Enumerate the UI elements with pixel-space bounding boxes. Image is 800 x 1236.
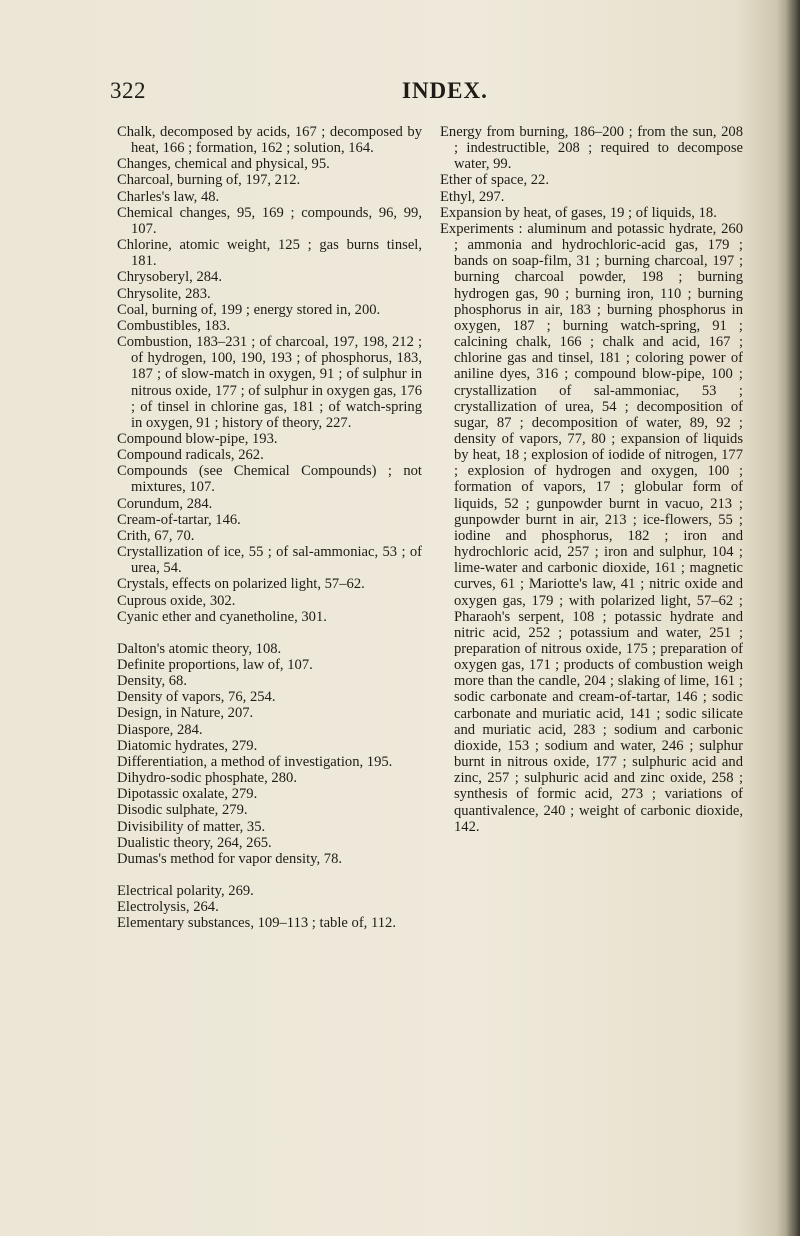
page-header bbox=[110, 78, 720, 108]
index-entry: Chrysoberyl, 284. bbox=[117, 269, 222, 286]
index-entry: Corundum, 284. bbox=[117, 495, 213, 512]
index-entry: Compound blow-pipe, 193. bbox=[117, 430, 278, 447]
index-entry: Electrolysis, 264. bbox=[117, 899, 219, 916]
index-entry: Density of vapors, 76, 254. bbox=[117, 689, 276, 706]
index-entry: Diatomic hydrates, 279. bbox=[117, 737, 258, 754]
index-entry: Design, in Nature, 207. bbox=[117, 705, 254, 722]
index-entry: Chrysolite, 283. bbox=[117, 285, 211, 302]
index-entry: Disodic sulphate, 279. bbox=[117, 802, 248, 819]
index-entry: Charcoal, burning of, 197, 212. bbox=[117, 172, 301, 189]
index-entry: Charles's law, 48. bbox=[117, 188, 220, 205]
running-title: INDEX. bbox=[402, 78, 488, 103]
index-entry: Ethyl, 297. bbox=[440, 188, 505, 205]
index-entry: Changes, chemical and physical, 95. bbox=[117, 156, 330, 173]
index-entry: Combustibles, 183. bbox=[117, 317, 231, 334]
index-entry: Density, 68. bbox=[117, 673, 187, 690]
index-entry: Differentiation, a method of investigation, 195. bbox=[117, 753, 393, 770]
index-entry: Energy from burning, 186–200 ; from the sun, 208 ; indestructible, 208 ; required to decompose water, 99. bbox=[440, 124, 743, 173]
index-entry: Dipotassic oxalate, 279. bbox=[117, 786, 258, 803]
section-gap bbox=[117, 867, 422, 883]
index-column-right bbox=[440, 124, 743, 835]
index-entry: Expansion by heat, of gases, 19 ; of liquids, 18. bbox=[440, 204, 717, 221]
index-entry: Chemical changes, 95, 169 ; compounds, 96, 99, 107. bbox=[117, 204, 422, 237]
index-entry: Elementary substances, 109–113 ; table of, 112. bbox=[117, 915, 396, 932]
index-column-left bbox=[117, 124, 422, 932]
index-entry: Divisibility of matter, 35. bbox=[117, 818, 266, 835]
index-entry: Chlorine, atomic weight, 125 ; gas burns tinsel, 181. bbox=[117, 237, 422, 270]
index-entry: Compounds (see Chemical Compounds) ; not mixtures, 107. bbox=[117, 463, 422, 496]
index-entry: Dihydro-sodic phosphate, 280. bbox=[117, 770, 297, 787]
index-entry: Compound radicals, 262. bbox=[117, 447, 264, 464]
index-entry: Crystals, effects on polarized light, 57–62. bbox=[117, 576, 365, 593]
index-entry: Dualistic theory, 264, 265. bbox=[117, 834, 272, 851]
section-gap bbox=[117, 625, 422, 641]
index-entry: Ether of space, 22. bbox=[440, 172, 550, 189]
index-entry: Cuprous oxide, 302. bbox=[117, 592, 236, 609]
index-entry: Coal, burning of, 199 ; energy stored in, 200. bbox=[117, 301, 381, 318]
index-entry: Experiments : aluminum and potassic hydrate, 260 ; ammonia and hydrochloric-acid gas, 179 ; bands on soap-film, 31 ; burning charcoal, 197 ; burning charcoal powder, 198 ; burning hydrogen gas, 90 ; burning iron, 110 ; burning phosphorus in air, 183 ; burning phosphorus in oxygen, 187 ; burning watch-spring, 91 ; calcining chalk, 166 ; chalk and acid, 167 ; chlorine gas and tinsel, 181 ; coloring power of aniline dyes, 316 ; compound blow-pipe, 100 ; crystallization of sal-ammoniac, 53 ; crystallization of urea, 54 ; decomposition of sugar, 87 ; decomposition of water, 89, 92 ; density of vapors, 77, 80 ; expansion of liquids by heat, 18 ; explosion of iodide of nitrogen, 177 ; explosion of hydrogen and oxygen, 100 ; formation of vapors, 17 ; globular form of liquids, 52 ; gunpowder burnt in vacuo, 213 ; gunpowder burnt in air, 213 ; ice-flowers, 55 ; iodine and phosphorus, 182 ; iron and hydrochloric acid, 257 ; iron and sulphur, 104 ; lime-water and carbonic dioxide, 161 ; magnetic curves, 61 ; Mariotte's law, 41 ; nitric oxide and oxygen gas, 179 ; with polarized light, 57–62 ; Pharaoh's serpent, 108 ; potassic hydrate and nitric acid, 252 ; potassium and water, 251 ; preparation of nitrous oxide, 175 ; preparation of oxygen gas, 171 ; products of combustion weigh more than the candle, 204 ; slaking of lime, 161 ; sodic carbonate and cream-of-tartar, 146 ; sodic carbonate and muriatic acid, 141 ; sodic silicate and muriatic acid, 283 ; sodium and carbonic dioxide, 153 ; sodium and water, 246 ; sulphur burnt in nitrous oxide, 177 ; sulphuric acid and zinc, 257 ; sulphuric acid and zinc oxide, 258 ; synthesis of formic acid, 273 ; variations of quantivalence, 240 ; weight of carbonic dioxide, 142. bbox=[440, 220, 743, 835]
page-number: 322 bbox=[110, 78, 146, 103]
index-entry: Crith, 67, 70. bbox=[117, 527, 195, 544]
index-entry: Electrical polarity, 269. bbox=[117, 883, 254, 900]
index-entry: Dumas's method for vapor density, 78. bbox=[117, 850, 343, 867]
index-entry: Diaspore, 284. bbox=[117, 721, 203, 738]
page-edge-shadow bbox=[786, 0, 800, 1236]
index-entry: Combustion, 183–231 ; of charcoal, 197, 198, 212 ; of hydrogen, 100, 190, 193 ; of phosphorus, 183, 187 ; of slow-match in oxygen, 91 ; of sulphur in nitrous oxide, 177 ; of sulphur in oxygen gas, 176 ; of tinsel in chlorine gas, 181 ; of watch-spring in oxygen, 91 ; history of theory, 227. bbox=[117, 334, 422, 431]
index-entry: Definite proportions, law of, 107. bbox=[117, 657, 313, 673]
index-entry: Crystallization of ice, 55 ; of sal-ammoniac, 53 ; of urea, 54. bbox=[117, 544, 422, 577]
index-entry: Dalton's atomic theory, 108. bbox=[117, 640, 282, 657]
index-entry: Cyanic ether and cyanetholine, 301. bbox=[117, 608, 327, 625]
index-entry: Chalk, decomposed by acids, 167 ; decomposed by heat, 166 ; formation, 162 ; solution, 164. bbox=[117, 124, 422, 157]
index-entry: Cream-of-tartar, 146. bbox=[117, 511, 241, 528]
